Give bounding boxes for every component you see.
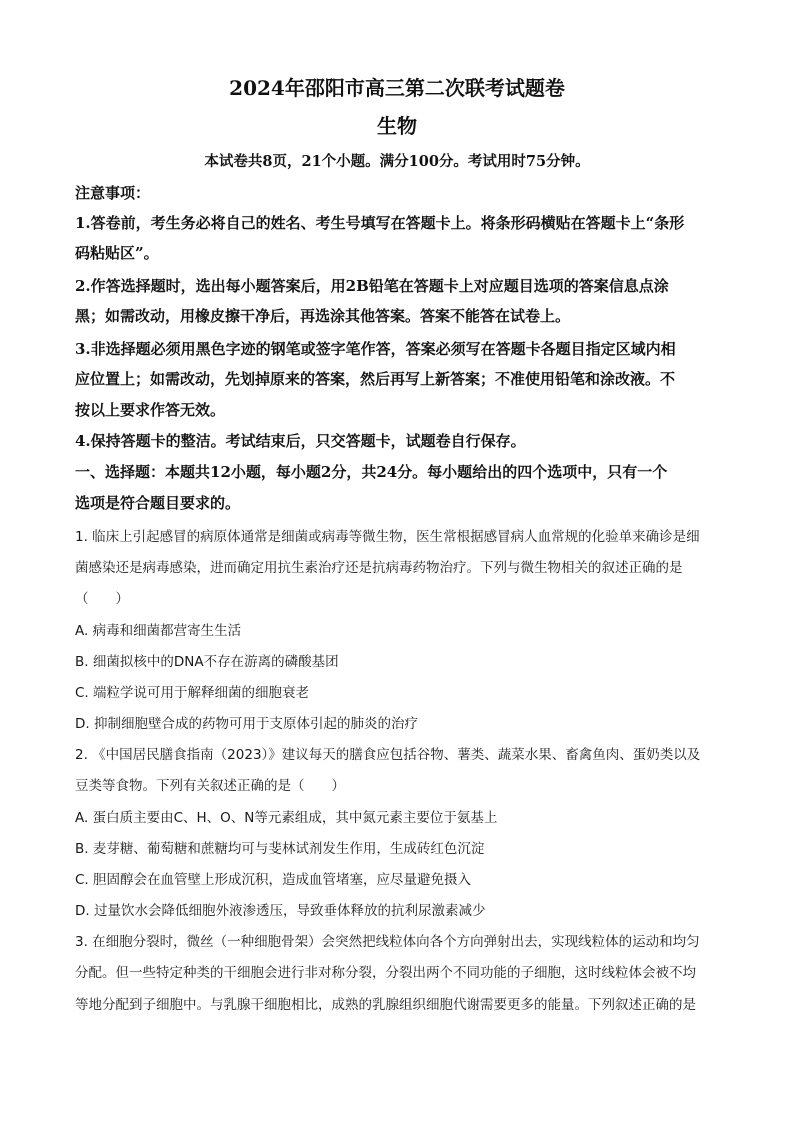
notice-line: 3.非选择题必须用黑色字迹的钢笔或签字笔作答，答案必须写在答题卡各题目指定区域内相: [75, 340, 676, 358]
notice-heading: 注意事项：: [75, 184, 151, 202]
section-heading: 一、选择题：本题共12小题，每小题2分，共24分。每小题给出的四个选项中，只有一个: [75, 463, 668, 481]
notice-line: 按以上要求作答无效。: [75, 401, 226, 419]
question-1-stem: 菌感染还是病毒感染，进而确定用抗生素治疗还是抗病毒药物治疗。下列与微生物相关的叙述正确的是: [75, 560, 683, 576]
notice-line: 黑；如需改动，用橡皮擦干净后，再选涂其他答案。答案不能答在试卷上。: [75, 307, 571, 325]
subject-title: 生物: [377, 114, 417, 138]
notice-line: 应位置上；如需改动，先划掉原来的答案，然后再写上新答案；不准使用铅笔和涂改液。不: [75, 370, 676, 388]
question-2-option-a: A. 蛋白质主要由C、H、O、N等元素组成，其中氮元素主要位于氨基上: [75, 810, 498, 826]
question-2-stem: 豆类等食物。下列有关叙述正确的是（ ）: [75, 778, 345, 794]
question-1-stem: （ ）: [75, 591, 129, 607]
question-1-option-d: D. 抑制细胞壁合成的药物可用于支原体引起的肺炎的治疗: [75, 716, 418, 732]
notice-line: 4.保持答题卡的整洁。考试结束后，只交答题卡，试题卷自行保存。: [75, 432, 526, 450]
notice-line: 1.答卷前，考生务必将自己的姓名、考生号填写在答题卡上。将条形码横贴在答题卡上“条形: [75, 214, 685, 232]
question-3-stem: 等地分配到子细胞中。与乳腺干细胞相比，成熟的乳腺组织细胞代谢需要更多的能量。下列叙述正确的是: [75, 997, 696, 1013]
question-3-stem: 分配。但一些特定种类的干细胞会进行非对称分裂，分裂出两个不同功能的子细胞，这时线粒体会被不均: [75, 965, 696, 981]
question-2-option-b: B. 麦芽糖、葡萄糖和蔗糖均可与斐林试剂发生作用，生成砖红色沉淀: [75, 841, 485, 857]
exam-title: 2024年邵阳市高三第二次联考试题卷: [229, 76, 565, 100]
question-2-stem: 2. 《中国居民膳食指南（2023）》建议每天的膳食应包括谷物、薯类、蔬菜水果、畜禽鱼肉、蛋奶类以及: [75, 747, 701, 763]
question-1-option-c: C. 端粒学说可用于解释细菌的细胞衰老: [75, 685, 310, 701]
question-3-stem: 3. 在细胞分裂时，微丝（一种细胞骨架）会突然把线粒体向各个方向弹射出去，实现线粒体的运动和均匀: [75, 934, 700, 950]
question-1-option-b: B. 细菌拟核中的DNA不存在游离的磷酸基团: [75, 654, 339, 670]
question-1-option-a: A. 病毒和细菌都营寄生生活: [75, 623, 242, 639]
question-1-stem: 1. 临床上引起感冒的病原体通常是细菌或病毒等微生物，医生常根据感冒病人血常规的化验单来确诊是细: [75, 529, 700, 545]
question-2-option-c: C. 胆固醇会在血管壁上形成沉积，造成血管堵塞，应尽量避免摄入: [75, 872, 472, 888]
section-heading: 选项是符合题目要求的。: [75, 494, 241, 512]
notice-line: 2.作答选择题时，选出每小题答案后，用2B铅笔在答题卡上对应题目选项的答案信息点涂: [75, 277, 669, 295]
exam-info: 本试卷共8页，21个小题。满分100分。考试用时75分钟。: [204, 153, 590, 170]
question-2-option-d: D. 过量饮水会降低细胞外液渗透压，导致垂体释放的抗利尿激素减少: [75, 903, 486, 919]
notice-line: 码粘贴区”。: [75, 244, 159, 262]
